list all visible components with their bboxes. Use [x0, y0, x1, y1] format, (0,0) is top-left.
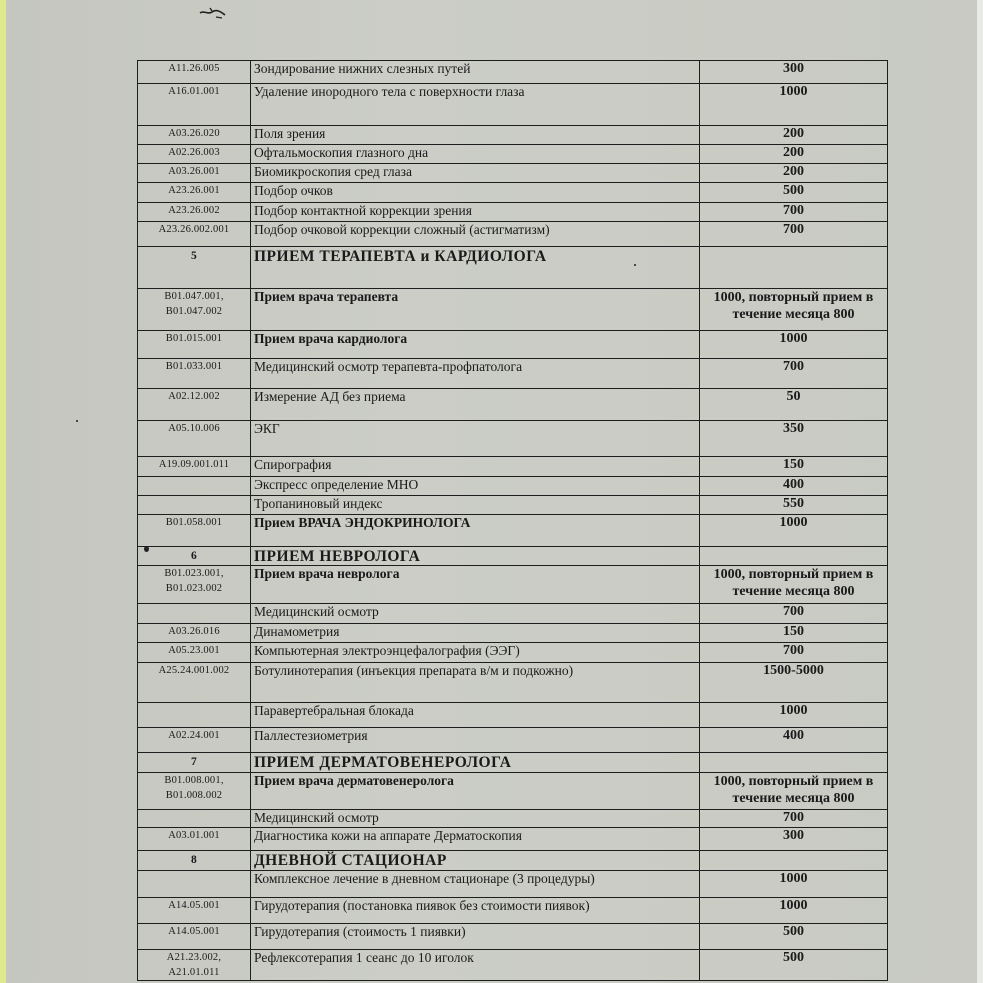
service-name: Медицинский осмотр	[251, 810, 700, 828]
service-code: A02.26.003	[138, 145, 251, 164]
service-name: Измерение АД без приема	[251, 389, 700, 421]
table-row	[138, 222, 888, 247]
service-code	[138, 496, 251, 515]
service-code: A19.09.001.011	[138, 457, 251, 477]
section-number: 8	[138, 851, 251, 871]
service-price: 200	[700, 126, 888, 145]
section-header-row	[138, 547, 888, 566]
service-price: 700	[700, 810, 888, 828]
service-code: B01.047.001, B01.047.002	[138, 289, 251, 331]
service-name: Медицинский осмотр терапевта-профпатолога	[251, 359, 700, 389]
service-price: 700	[700, 643, 888, 663]
table-row	[138, 164, 888, 183]
table-row	[138, 643, 888, 663]
service-code: A03.26.016	[138, 624, 251, 643]
section-header-row	[138, 247, 888, 289]
service-code: A25.24.001.002	[138, 663, 251, 703]
service-code	[138, 604, 251, 624]
table-row	[138, 950, 888, 981]
section-title: ПРИЕМ ТЕРАПЕВТА и КАРДИОЛОГА	[251, 247, 700, 289]
service-price: 1000	[700, 84, 888, 126]
section-title: ПРИЕМ ДЕРМАТОВЕНЕРОЛОГА	[251, 753, 700, 773]
table-row	[138, 663, 888, 703]
service-name: Зондирование нижних слезных путей	[251, 61, 700, 84]
service-price: 1000, повторный прием в течение месяца 800	[700, 289, 888, 331]
table-row	[138, 126, 888, 145]
section-number: 6	[138, 547, 251, 566]
service-price: 500	[700, 924, 888, 950]
service-code: A03.26.020	[138, 126, 251, 145]
service-price: 200	[700, 145, 888, 164]
table-row	[138, 515, 888, 547]
table-row	[138, 145, 888, 164]
service-name: Удаление инородного тела с поверхности глаза	[251, 84, 700, 126]
service-price	[700, 851, 888, 871]
service-code: B01.058.001	[138, 515, 251, 547]
service-code	[138, 871, 251, 898]
service-price: 1000	[700, 871, 888, 898]
table-row	[138, 496, 888, 515]
service-price: 150	[700, 624, 888, 643]
service-code: B01.015.001	[138, 331, 251, 359]
service-name: Прием врача дерматовенеролога	[251, 773, 700, 810]
service-code: A11.26.005	[138, 61, 251, 84]
price-table-body	[138, 61, 888, 981]
service-price: 1000, повторный прием в течение месяца 800	[700, 773, 888, 810]
service-name: Прием ВРАЧА ЭНДОКРИНОЛОГА	[251, 515, 700, 547]
table-row	[138, 566, 888, 604]
service-name: Биомикроскопия сред глаза	[251, 164, 700, 183]
service-price	[700, 247, 888, 289]
table-row	[138, 810, 888, 828]
service-name: Динамометрия	[251, 624, 700, 643]
service-name: Спирография	[251, 457, 700, 477]
service-code: B01.023.001, B01.023.002	[138, 566, 251, 604]
service-name: Офтальмоскопия глазного дна	[251, 145, 700, 164]
service-name: Компьютерная электроэнцефалография (ЭЭГ)	[251, 643, 700, 663]
service-price: 400	[700, 728, 888, 753]
service-price: 50	[700, 389, 888, 421]
section-header-row	[138, 851, 888, 871]
service-code	[138, 703, 251, 728]
service-name: Рефлексотерапия 1 сеанс до 10 иголок	[251, 950, 700, 981]
service-price	[700, 753, 888, 773]
service-code: A03.01.001	[138, 828, 251, 851]
service-code: A23.26.002	[138, 203, 251, 222]
service-price: 150	[700, 457, 888, 477]
service-price: 700	[700, 359, 888, 389]
section-title: ДНЕВНОЙ СТАЦИОНАР	[251, 851, 700, 871]
service-name: Экспресс определение МНО	[251, 477, 700, 496]
table-row	[138, 203, 888, 222]
service-name: Подбор очковой коррекции сложный (астигматизм)	[251, 222, 700, 247]
table-row	[138, 477, 888, 496]
service-name: Гирудотерапия (стоимость 1 пиявки)	[251, 924, 700, 950]
service-name: Поля зрения	[251, 126, 700, 145]
service-price: 700	[700, 222, 888, 247]
service-code: B01.008.001, B01.008.002	[138, 773, 251, 810]
service-price: 300	[700, 828, 888, 851]
service-price: 1000	[700, 898, 888, 924]
service-price: 200	[700, 164, 888, 183]
service-price: 1500-5000	[700, 663, 888, 703]
service-code: A03.26.001	[138, 164, 251, 183]
service-price: 350	[700, 421, 888, 457]
table-row	[138, 871, 888, 898]
page-edge-left	[0, 0, 6, 983]
service-name: Прием врача кардиолога	[251, 331, 700, 359]
service-code: A23.26.002.001	[138, 222, 251, 247]
service-name: Подбор контактной коррекции зрения	[251, 203, 700, 222]
service-name: Медицинский осмотр	[251, 604, 700, 624]
ink-dot	[76, 420, 78, 422]
table-row	[138, 828, 888, 851]
table-row	[138, 289, 888, 331]
pen-mark	[198, 6, 228, 20]
table-row	[138, 728, 888, 753]
table-row	[138, 457, 888, 477]
service-name: Паравертебральная блокада	[251, 703, 700, 728]
table-row	[138, 84, 888, 126]
service-price: 700	[700, 203, 888, 222]
service-price: 1000	[700, 515, 888, 547]
service-price: 500	[700, 183, 888, 203]
table-row	[138, 61, 888, 84]
service-name: Тропаниновый индекс	[251, 496, 700, 515]
service-name: Паллестезиометрия	[251, 728, 700, 753]
service-price: 1000	[700, 703, 888, 728]
service-code: A05.10.006	[138, 421, 251, 457]
section-number: 5	[138, 247, 251, 289]
table-row	[138, 421, 888, 457]
service-name: Ботулинотерапия (инъекция препарата в/м и подкожно)	[251, 663, 700, 703]
service-code: A05.23.001	[138, 643, 251, 663]
service-code	[138, 810, 251, 828]
table-row	[138, 604, 888, 624]
page-edge-right	[977, 0, 983, 983]
service-code	[138, 477, 251, 496]
table-row	[138, 703, 888, 728]
table-row	[138, 924, 888, 950]
service-name: Прием врача терапевта	[251, 289, 700, 331]
table-row	[138, 183, 888, 203]
service-price	[700, 547, 888, 566]
service-price: 1000, повторный прием в течение месяца 800	[700, 566, 888, 604]
service-price: 300	[700, 61, 888, 84]
service-price: 400	[700, 477, 888, 496]
table-row	[138, 389, 888, 421]
price-table	[137, 60, 888, 981]
service-name: Комплексное лечение в дневном стационаре (3 процедуры)	[251, 871, 700, 898]
service-price: 700	[700, 604, 888, 624]
table-row	[138, 898, 888, 924]
service-code: A14.05.001	[138, 924, 251, 950]
service-name: Подбор очков	[251, 183, 700, 203]
service-code: A14.05.001	[138, 898, 251, 924]
table-row	[138, 773, 888, 810]
section-header-row	[138, 753, 888, 773]
service-code: A21.23.002, A21.01.011	[138, 950, 251, 981]
service-price: 550	[700, 496, 888, 515]
service-code: A02.24.001	[138, 728, 251, 753]
table-row	[138, 359, 888, 389]
section-number: 7	[138, 753, 251, 773]
service-code: A23.26.001	[138, 183, 251, 203]
table-row	[138, 624, 888, 643]
service-code: A16.01.001	[138, 84, 251, 126]
service-name: ЭКГ	[251, 421, 700, 457]
service-code: A02.12.002	[138, 389, 251, 421]
section-title: ПРИЕМ НЕВРОЛОГА	[251, 547, 700, 566]
service-name: Прием врача невролога	[251, 566, 700, 604]
service-price: 1000	[700, 331, 888, 359]
service-price: 500	[700, 950, 888, 981]
table-row	[138, 331, 888, 359]
service-code: B01.033.001	[138, 359, 251, 389]
service-name: Диагностика кожи на аппарате Дерматоскопия	[251, 828, 700, 851]
service-name: Гирудотерапия (постановка пиявок без стоимости пиявок)	[251, 898, 700, 924]
